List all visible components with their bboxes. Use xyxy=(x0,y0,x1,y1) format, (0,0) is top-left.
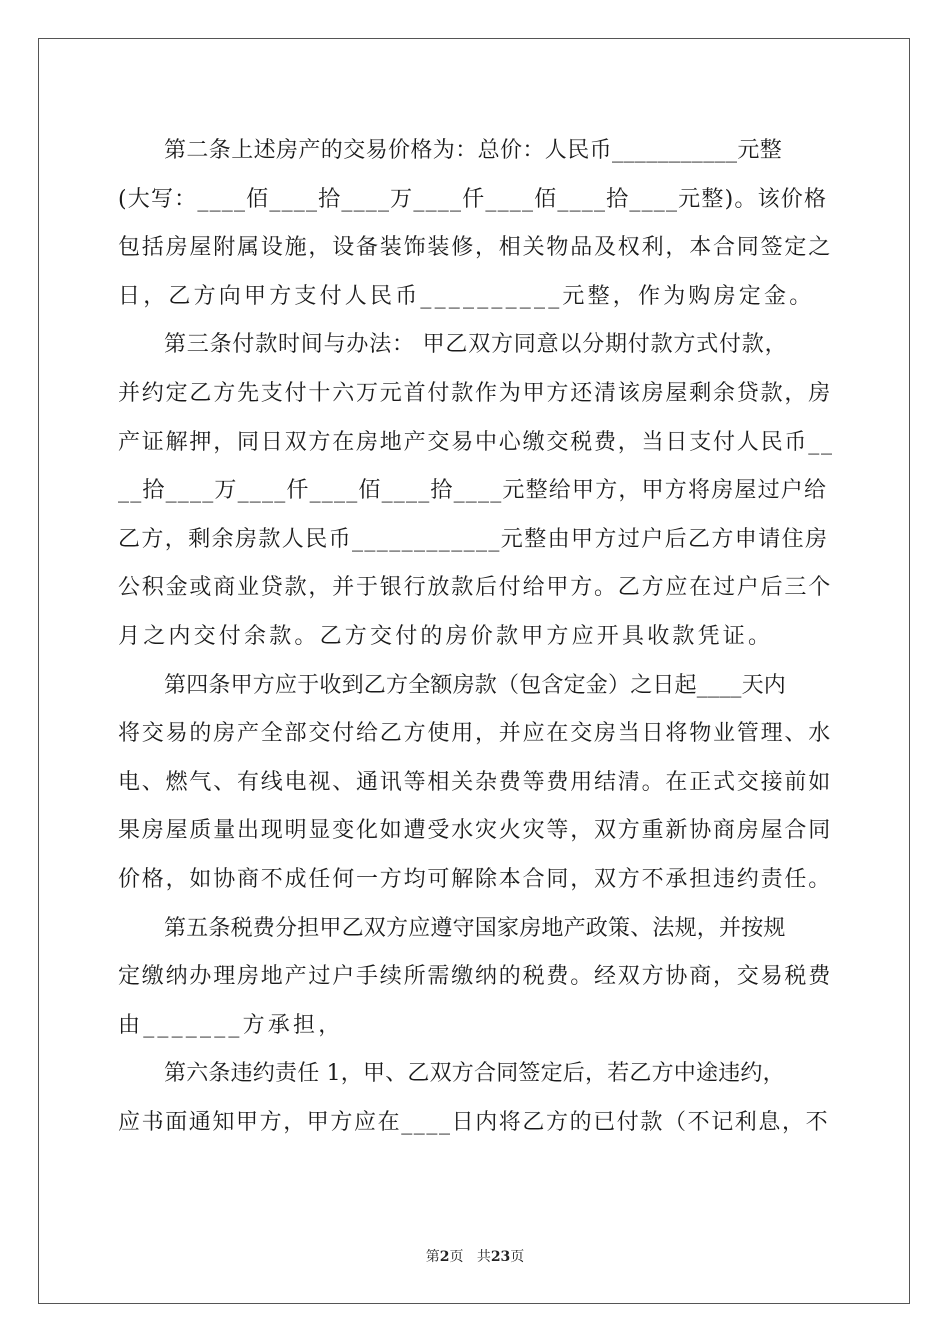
text-line: 果房屋质量出现明显变化如遭受水灾火灾等，双方重新协商房屋合同 xyxy=(118,818,833,844)
text-line: 定缴纳办理房地产过户手续所需缴纳的税费。经双方协商，交易税费 xyxy=(118,964,833,990)
current-page-number: 2 xyxy=(439,1249,450,1265)
text-line: 第二条上述房产的交易价格为：总价：人民币___________元整 xyxy=(164,138,783,163)
text-line: 应书面通知甲方，甲方应在____日内将乙方的已付款（不记利息，不 xyxy=(118,1109,830,1135)
text-line: 电、燃气、有线电视、通讯等相关杂费等费用结清。在正式交接前如 xyxy=(118,769,833,795)
text-line: 将交易的房产全部交付给乙方使用，并应在交房当日将物业管理、水 xyxy=(118,721,833,747)
text-line: __拾____万____仟____佰____拾____元整给甲方，甲方将房屋过户给 xyxy=(118,478,828,504)
text-line: 月之内交付余款。乙方交付的房价款甲方应开具收款凭证。 xyxy=(118,623,774,649)
document-body xyxy=(118,127,834,1147)
page-footer xyxy=(0,1246,950,1266)
text-line: 并约定乙方先支付十六万元首付款作为甲方还清该房屋剩余贷款，房 xyxy=(118,380,833,406)
text-line: 第三条付款时间与办法： 甲乙双方同意以分期付款方式付款， xyxy=(164,332,788,358)
text-line: 产证解押，同日双方在房地产交易中心缴交税费，当日支付人民币__ xyxy=(118,429,834,455)
text-line: 日，乙方向甲方支付人民币__________元整，作为购房定金。 xyxy=(118,283,815,309)
text-line: 第五条税费分担甲乙双方应遵守国家房地产政策、法规，并按规 xyxy=(164,915,786,941)
text-line: 第四条甲方应于收到乙方全额房款（包含定金）之日起____天内 xyxy=(164,672,787,698)
text-line: 乙方，剩余房款人民币____________元整由甲方过户后乙方申请住房 xyxy=(118,526,829,552)
text-line: 价格，如协商不成任何一方均可解除本合同，双方不承担违约责任。 xyxy=(118,866,833,892)
footer-prefix: 第 xyxy=(425,1249,440,1265)
text-line: 公积金或商业贷款，并于银行放款后付给甲方。乙方应在过户后三个 xyxy=(118,575,833,601)
footer-total-suffix: 页 xyxy=(510,1249,525,1265)
text-line: 包括房屋附属设施，设备装饰装修，相关物品及权利，本合同签定之 xyxy=(118,235,833,261)
text-line: 第六条违约责任 1，甲、乙双方合同签定后，若乙方中途违约， xyxy=(164,1061,785,1087)
footer-page-word: 页 xyxy=(449,1249,464,1265)
footer-total-prefix: 共 xyxy=(476,1249,491,1265)
total-page-count: 23 xyxy=(490,1249,511,1265)
text-line: (大写：____佰____拾____万____仟____佰____拾____元整)。该价格 xyxy=(118,186,828,212)
text-line: 由_______方承担， xyxy=(118,1012,344,1038)
